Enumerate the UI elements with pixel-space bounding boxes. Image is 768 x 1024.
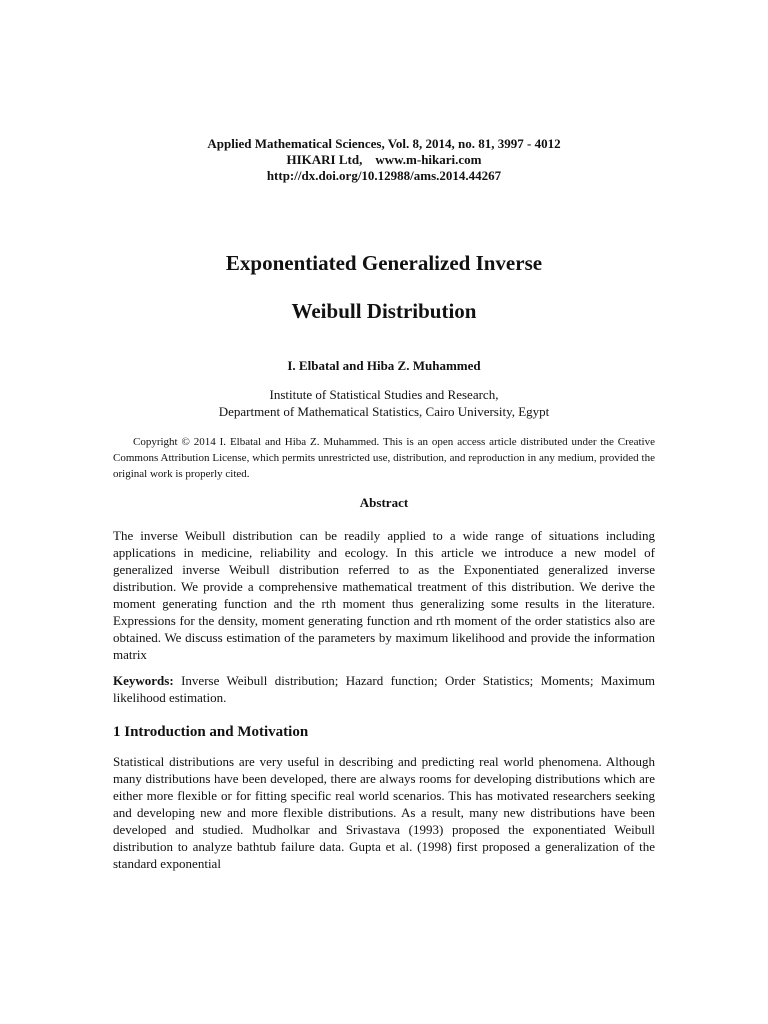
paper-authors: I. Elbatal and Hiba Z. Muhammed [287, 358, 481, 373]
keywords [113, 672, 655, 706]
abstract-heading: Abstract [359, 495, 409, 510]
copyright-notice: Copyright © 2014 I. Elbatal and Hiba Z. Muhammed. This is an open access article distributed under the Creative Commons Attribution License, which permits unrestricted use, distribution, and reproduction in any medium, provided the original work is properly cited. [113, 436, 655, 480]
publisher-line: HIKARI Ltd, www.m-hikari.com [286, 152, 482, 167]
journal-header [0, 136, 768, 184]
journal-citation: Applied Mathematical Sciences, Vol. 8, 2014, no. 81, 3997 - 4012 [207, 136, 561, 151]
paper-title-line-2: Weibull Distribution [291, 299, 477, 323]
abstract-body: The inverse Weibull distribution can be readily applied to a wide range of situations including applications in medicine, reliability and ecology. In this article we introduce a new model of generalized inverse Weibull distribution referred to as the Exponentiated generalized inverse distribution. We provide a comprehensive mathematical treatment of this distribution. We derive the moment generating function and the rth moment thus generalizing some results in the literature. Expressions for the density, moment generating function and rth moment of the order statistics also are obtained. We discuss estimation of the parameters by maximum likelihood and provide the information matrix [113, 528, 655, 662]
section-body-introduction: Statistical distributions are very useful in describing and predicting real world phenomena. Although many distributions have been developed, there are always rooms for developing distributions which are either more flexible or for fitting specific real world scenarios. This has motivated researchers seeking and developing new and more flexible distributions. As a result, many new distributions have been developed and studied. Mudholkar and Srivastava (1993) proposed the exponentiated Weibull distribution to analyze bathtub failure data. Gupta et al. (1998) first proposed a generalization of the standard exponential [113, 754, 655, 871]
keywords-label: Keywords: [113, 673, 174, 688]
doi-link[interactable]: http://dx.doi.org/10.12988/ams.2014.44267 [266, 168, 502, 183]
affiliation-line-1: Institute of Statistical Studies and Research, [269, 387, 499, 402]
section-heading-introduction: 1 Introduction and Motivation [113, 724, 309, 740]
paper-title-line-1: Exponentiated Generalized Inverse [225, 251, 543, 275]
keywords-text: Inverse Weibull distribution; Hazard function; Order Statistics; Moments; Maximum likelihood estimation. [113, 673, 655, 705]
affiliation-line-2: Department of Mathematical Statistics, Cairo University, Egypt [218, 404, 550, 419]
author-affiliation [0, 386, 768, 420]
